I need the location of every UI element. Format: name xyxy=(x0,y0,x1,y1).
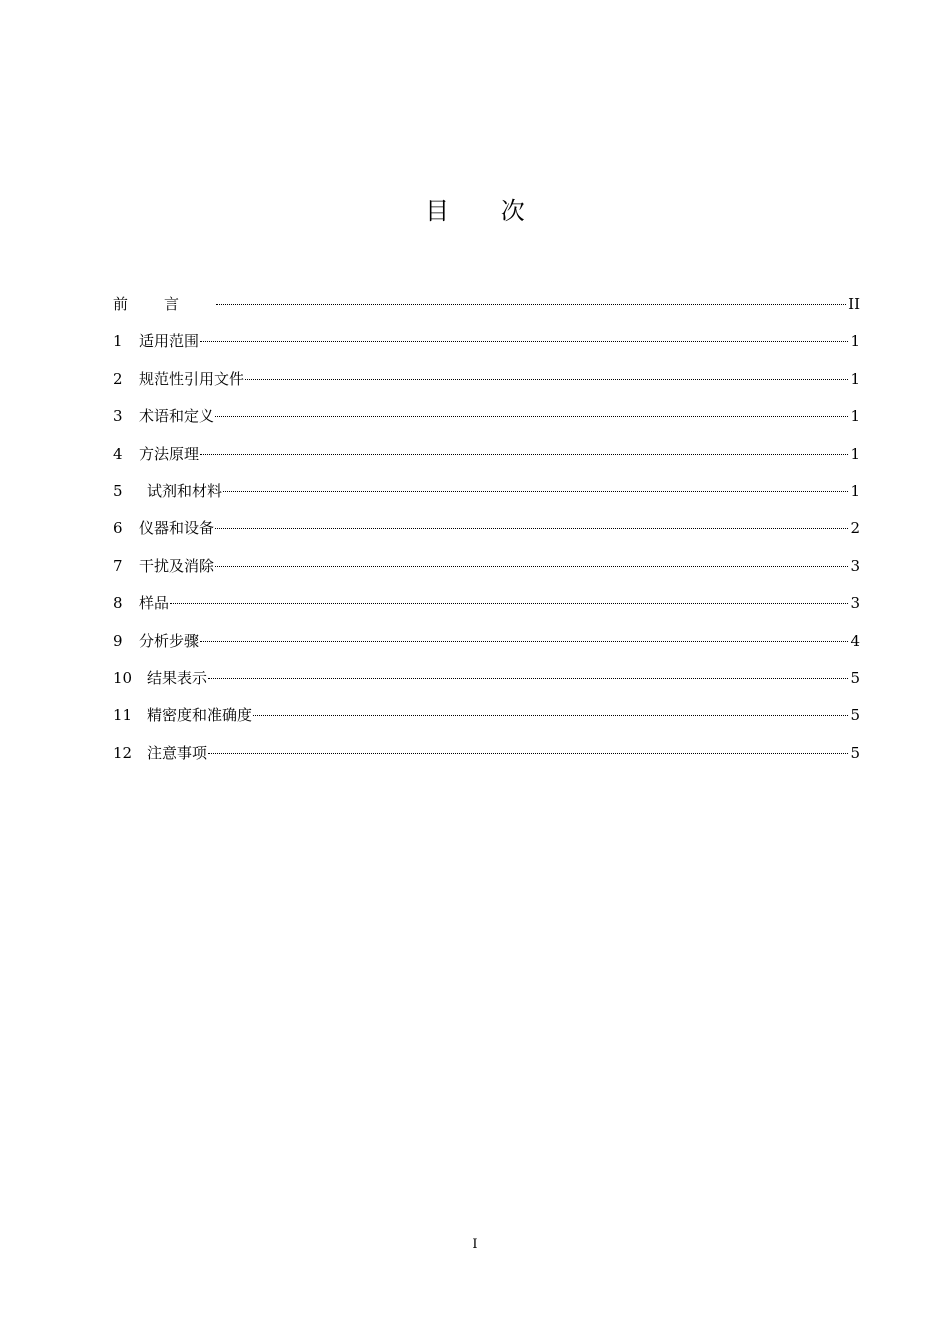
toc-title: 目 次 xyxy=(425,197,547,225)
toc-entry-number: 11 xyxy=(113,706,133,725)
toc-leader-dots xyxy=(253,714,848,716)
toc-entry[interactable] xyxy=(113,625,860,662)
toc-entry-number: 7 xyxy=(113,556,123,575)
toc-leader-dots xyxy=(245,378,848,380)
toc-leader-dots xyxy=(200,453,848,455)
toc-entry-page: 2 xyxy=(850,519,860,538)
toc-entry[interactable] xyxy=(113,325,860,362)
toc-entry-label: 方法原理 xyxy=(139,444,200,463)
toc-entry-number: 10 xyxy=(113,668,133,687)
toc-entry-page: 1 xyxy=(850,481,860,500)
toc-leader-dots xyxy=(170,602,848,604)
toc-leader-dots xyxy=(215,527,848,529)
toc-entry-label: 注意事项 xyxy=(147,743,208,762)
toc-entry-number: 4 xyxy=(113,444,123,463)
toc-leader-dots xyxy=(200,640,848,642)
toc-leader-dots xyxy=(216,303,846,305)
toc-entry-page: 5 xyxy=(850,743,860,762)
toc-leader-dots xyxy=(223,490,848,492)
toc-entry-page: 5 xyxy=(850,668,860,687)
toc-entry-page: 3 xyxy=(850,556,860,575)
toc-entry[interactable] xyxy=(113,363,860,400)
toc-entry-number: 2 xyxy=(113,369,123,388)
toc-entry-label: 分析步骤 xyxy=(139,631,200,650)
toc-entry[interactable] xyxy=(113,475,860,512)
toc-entry[interactable] xyxy=(113,550,860,587)
toc-entry-label: 干扰及消除 xyxy=(139,556,215,575)
toc-entry-label: 适用范围 xyxy=(139,332,200,351)
toc-entry-label: 仪器和设备 xyxy=(139,519,215,538)
toc-entry-preface[interactable] xyxy=(113,288,860,325)
toc-entry-page: 5 xyxy=(850,706,860,725)
toc-entry-number: 3 xyxy=(113,407,123,426)
toc-entry[interactable] xyxy=(113,587,860,624)
toc-entry-page: 1 xyxy=(850,332,860,351)
toc-entry-number: 12 xyxy=(113,743,133,762)
toc-entry[interactable] xyxy=(113,662,860,699)
toc-entry-page: II xyxy=(848,295,860,313)
toc-entry-label: 精密度和准确度 xyxy=(147,706,253,725)
toc-entry[interactable] xyxy=(113,737,860,774)
toc-entry-page: 4 xyxy=(850,631,860,650)
toc-leader-dots xyxy=(200,340,848,342)
toc-entry-page: 1 xyxy=(850,407,860,426)
toc-entry-label: 术语和定义 xyxy=(139,407,215,426)
toc-leader-dots xyxy=(215,415,848,417)
toc-entry-label: 前言 xyxy=(113,295,216,313)
page-number: I xyxy=(472,1237,478,1252)
toc-leader-dots xyxy=(215,565,848,567)
table-of-contents xyxy=(113,288,860,774)
toc-entry-number: 5 xyxy=(113,481,123,500)
toc-leader-dots xyxy=(208,677,848,679)
toc-leader-dots xyxy=(208,752,848,754)
toc-entry-label: 规范性引用文件 xyxy=(139,369,245,388)
toc-entry-label: 样品 xyxy=(139,594,170,613)
toc-entry-page: 1 xyxy=(850,444,860,463)
toc-entry-number: 1 xyxy=(113,332,123,351)
toc-entry[interactable] xyxy=(113,400,860,437)
toc-entry-number: 6 xyxy=(113,519,123,538)
toc-entry[interactable] xyxy=(113,512,860,549)
toc-entry-page: 1 xyxy=(850,369,860,388)
toc-entry-page: 3 xyxy=(850,594,860,613)
toc-entry[interactable] xyxy=(113,699,860,736)
toc-entry-number: 9 xyxy=(113,631,123,650)
toc-entry-label: 结果表示 xyxy=(147,668,208,687)
toc-entry-label: 试剂和材料 xyxy=(147,481,223,500)
toc-entry-number: 8 xyxy=(113,594,123,613)
toc-entry[interactable] xyxy=(113,438,860,475)
